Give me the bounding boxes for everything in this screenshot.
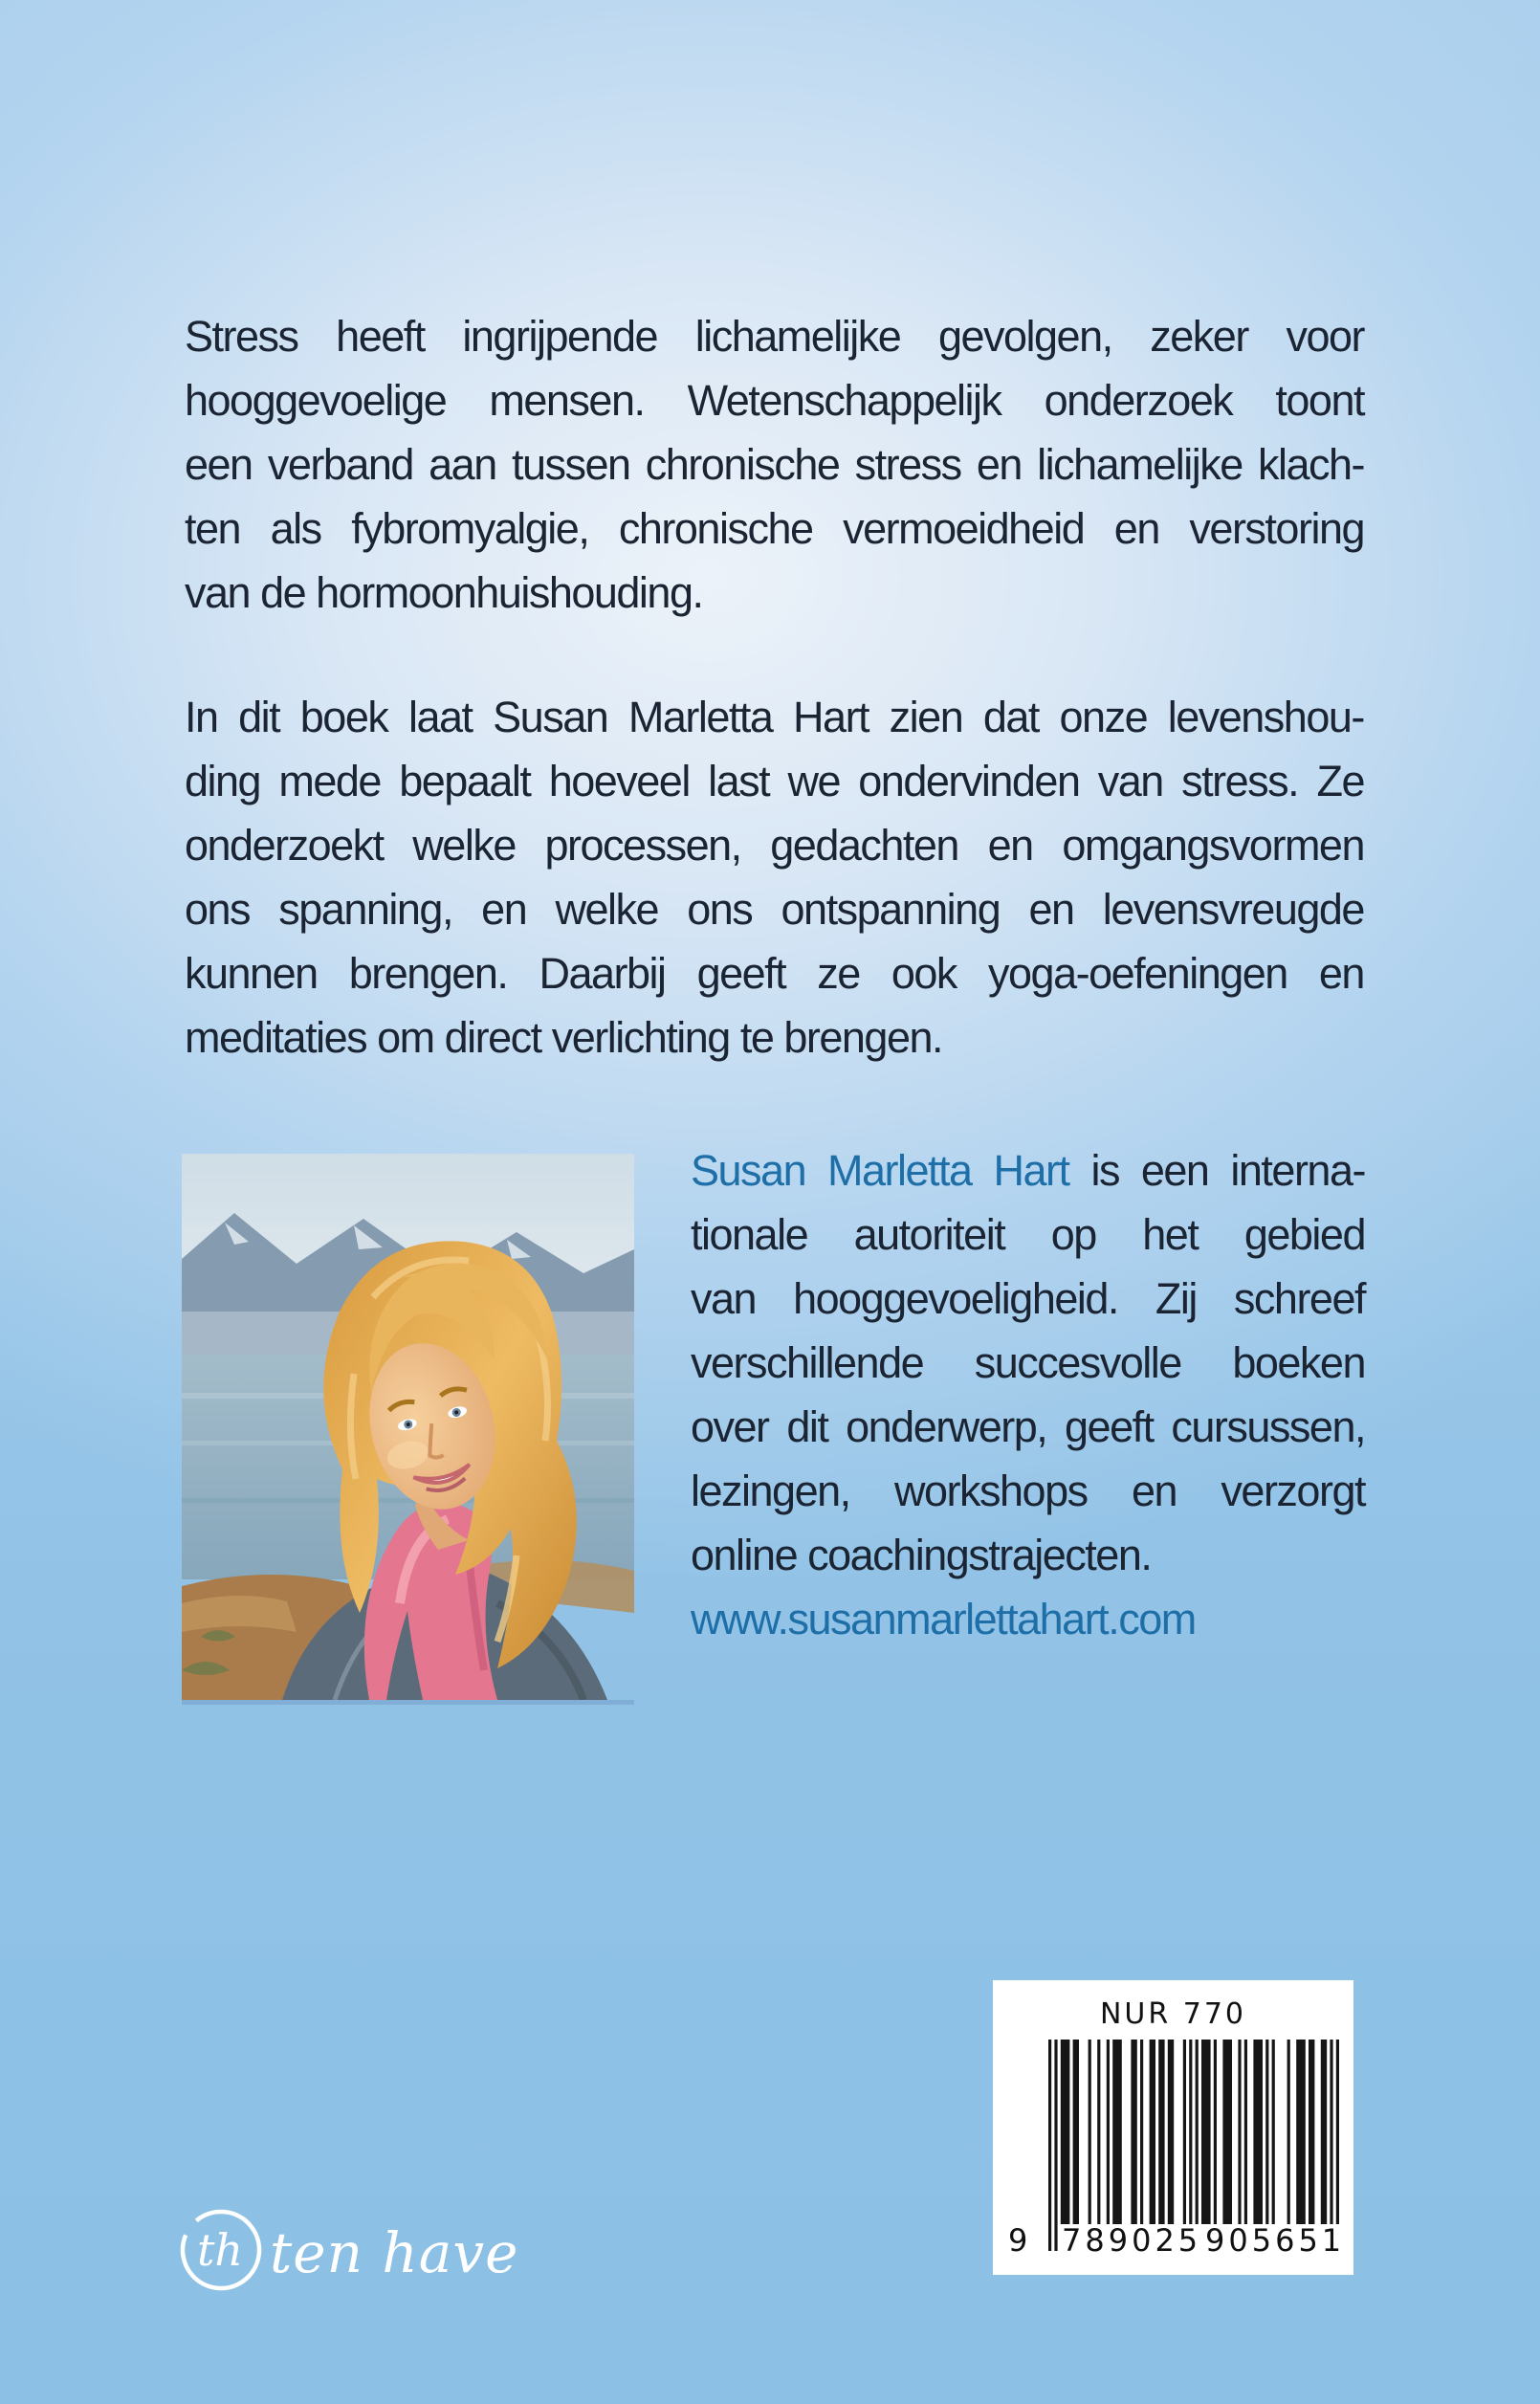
text-line [185,304,1364,368]
word: boeken [1232,1338,1365,1387]
word: verlichting [551,1013,730,1062]
word: en [987,821,1033,870]
word: online [691,1531,798,1579]
word: we [787,757,840,805]
word: welke [555,885,659,934]
word: van [1097,757,1163,805]
author-name-text: Susan [691,1146,806,1195]
word: In [185,693,218,741]
word: heeft [336,312,425,361]
word: spanning, [278,885,452,934]
word: cursussen, [1171,1402,1365,1451]
word: een [1140,1146,1209,1195]
word: verstoring [1189,504,1364,553]
word: om [377,1013,434,1062]
word: onderzoek [1044,376,1233,425]
word: onze [1059,693,1148,741]
word: gevolgen, [937,312,1112,361]
word: lichamelijke [694,312,901,361]
word: voor [1286,312,1364,361]
word: vermoeidheid [843,504,1085,553]
word: van [185,568,251,617]
author-name-text: Hart [993,1146,1069,1195]
word: mensen. [489,376,645,425]
word: geeft [696,949,786,998]
paragraph-body [185,685,1364,1070]
word: omgangsvormen [1062,821,1364,870]
word: dit [238,693,280,741]
text-line [185,561,1364,625]
text-line [691,1267,1365,1331]
word: yoga-oefeningen [988,949,1287,998]
word: en [976,440,1022,489]
word: fybromyalgie, [351,504,589,553]
word: de [260,568,306,617]
word: welke [412,821,516,870]
publisher-logo [178,2196,618,2311]
word: zeker [1150,312,1248,361]
word: brengen. [783,1013,943,1062]
word: boek [299,693,388,741]
word: ook [891,949,957,998]
text-line [691,1395,1365,1459]
word: een [185,440,253,489]
word: ingrijpende [462,312,658,361]
word: interna- [1230,1146,1365,1195]
word: hooggevoelige [185,376,447,425]
word: levenshou- [1167,693,1364,741]
word: op [1050,1210,1096,1259]
word: hooggevoeligheid. [793,1274,1118,1323]
word: chronische [645,440,840,489]
isbn-right-group: 905651 [1205,2222,1346,2259]
word: en [481,885,527,934]
word: ons [185,885,251,934]
text-line [185,496,1364,561]
word: Ze [1316,757,1364,805]
text-line [185,685,1364,749]
word: Marletta [627,693,773,741]
word: lichamelijke [1037,440,1243,489]
author-photo [182,1154,634,1705]
word: toont [1275,376,1364,425]
word: ondervinden [858,757,1080,805]
word: als [270,504,321,553]
word: aan [429,440,496,489]
word: ontspanning [781,885,1001,934]
word: gebied [1243,1210,1365,1259]
word: coachingstrajecten. [807,1531,1152,1579]
word: van [691,1274,757,1323]
text-line [185,432,1364,496]
text-line [185,1005,1364,1070]
word: tionale [691,1210,808,1259]
word: Zij [1155,1274,1197,1323]
website-url: www.susanmarlettahart.com [691,1595,1196,1643]
word: autoriteit [853,1210,1005,1259]
text-line [185,749,1364,813]
word: gedachten [770,821,958,870]
word: schreef [1233,1274,1365,1323]
text-line [185,368,1364,432]
word: levensvreugde [1102,885,1364,934]
word: Wetenschappelijk [687,376,1001,425]
word: processen, [544,821,741,870]
word: stress. [1181,757,1299,805]
word: last [708,757,770,805]
word: tussen [511,440,630,489]
word: succesvolle [974,1338,1181,1387]
barcode-svg [1048,2040,1339,2252]
paragraph-bio [691,1138,1365,1651]
word: en [1028,885,1074,934]
word: meditaties [185,1013,367,1062]
word: Susan [493,693,608,741]
word: onderzoekt [185,821,384,870]
word: dit [786,1402,828,1451]
word: hoeveel [548,757,690,805]
word: klach- [1257,440,1364,489]
word: hormoonhuishouding. [316,568,703,617]
word: en [1131,1467,1177,1515]
word: zien [889,693,963,741]
word: chronische [618,504,813,553]
text-line [691,1138,1365,1202]
word: mede [278,757,381,805]
barcode-panel [993,1980,1353,2275]
word: ons [687,885,753,934]
isbn-left-group: 789025 [1062,2222,1202,2259]
word: en [1113,504,1159,553]
text-line [691,1523,1365,1587]
isbn-lead-digit: 9 [1008,2222,1028,2259]
word: geeft [1065,1402,1154,1451]
text-line [691,1202,1365,1267]
author-photo-illustration [182,1154,634,1700]
word: laat [407,693,473,741]
author-name-text: Marletta [827,1146,972,1195]
text-line [691,1459,1365,1523]
word: direct [444,1013,541,1062]
text-line [185,941,1364,1005]
word: verzorgt [1221,1467,1365,1515]
nur-code-label: NUR 770 [1099,1997,1247,2031]
word: te [739,1013,774,1062]
publisher-monogram: th [196,2224,244,2276]
word: brengen. [348,949,508,998]
text-line [185,813,1364,877]
word: ten [185,504,241,553]
text-line [691,1331,1365,1395]
word: dat [982,693,1039,741]
word: ze [817,949,860,998]
word: bepaalt [399,757,531,805]
text-line [185,877,1364,941]
word: en [1318,949,1364,998]
word: ding [185,757,261,805]
paragraph-intro [185,304,1364,625]
word: verschillende [691,1338,924,1387]
word: het [1142,1210,1199,1259]
word: Hart [793,693,869,741]
word: Daarbij [539,949,666,998]
word: workshops [894,1467,1088,1515]
word: is [1090,1146,1119,1195]
word: kunnen [185,949,318,998]
word: onderwerp, [846,1402,1047,1451]
word: stress [854,440,961,489]
word: verband [267,440,413,489]
word: over [691,1402,769,1451]
word: lezingen, [691,1467,850,1515]
publisher-name: ten have [270,2220,519,2285]
word: Stress [185,312,298,361]
